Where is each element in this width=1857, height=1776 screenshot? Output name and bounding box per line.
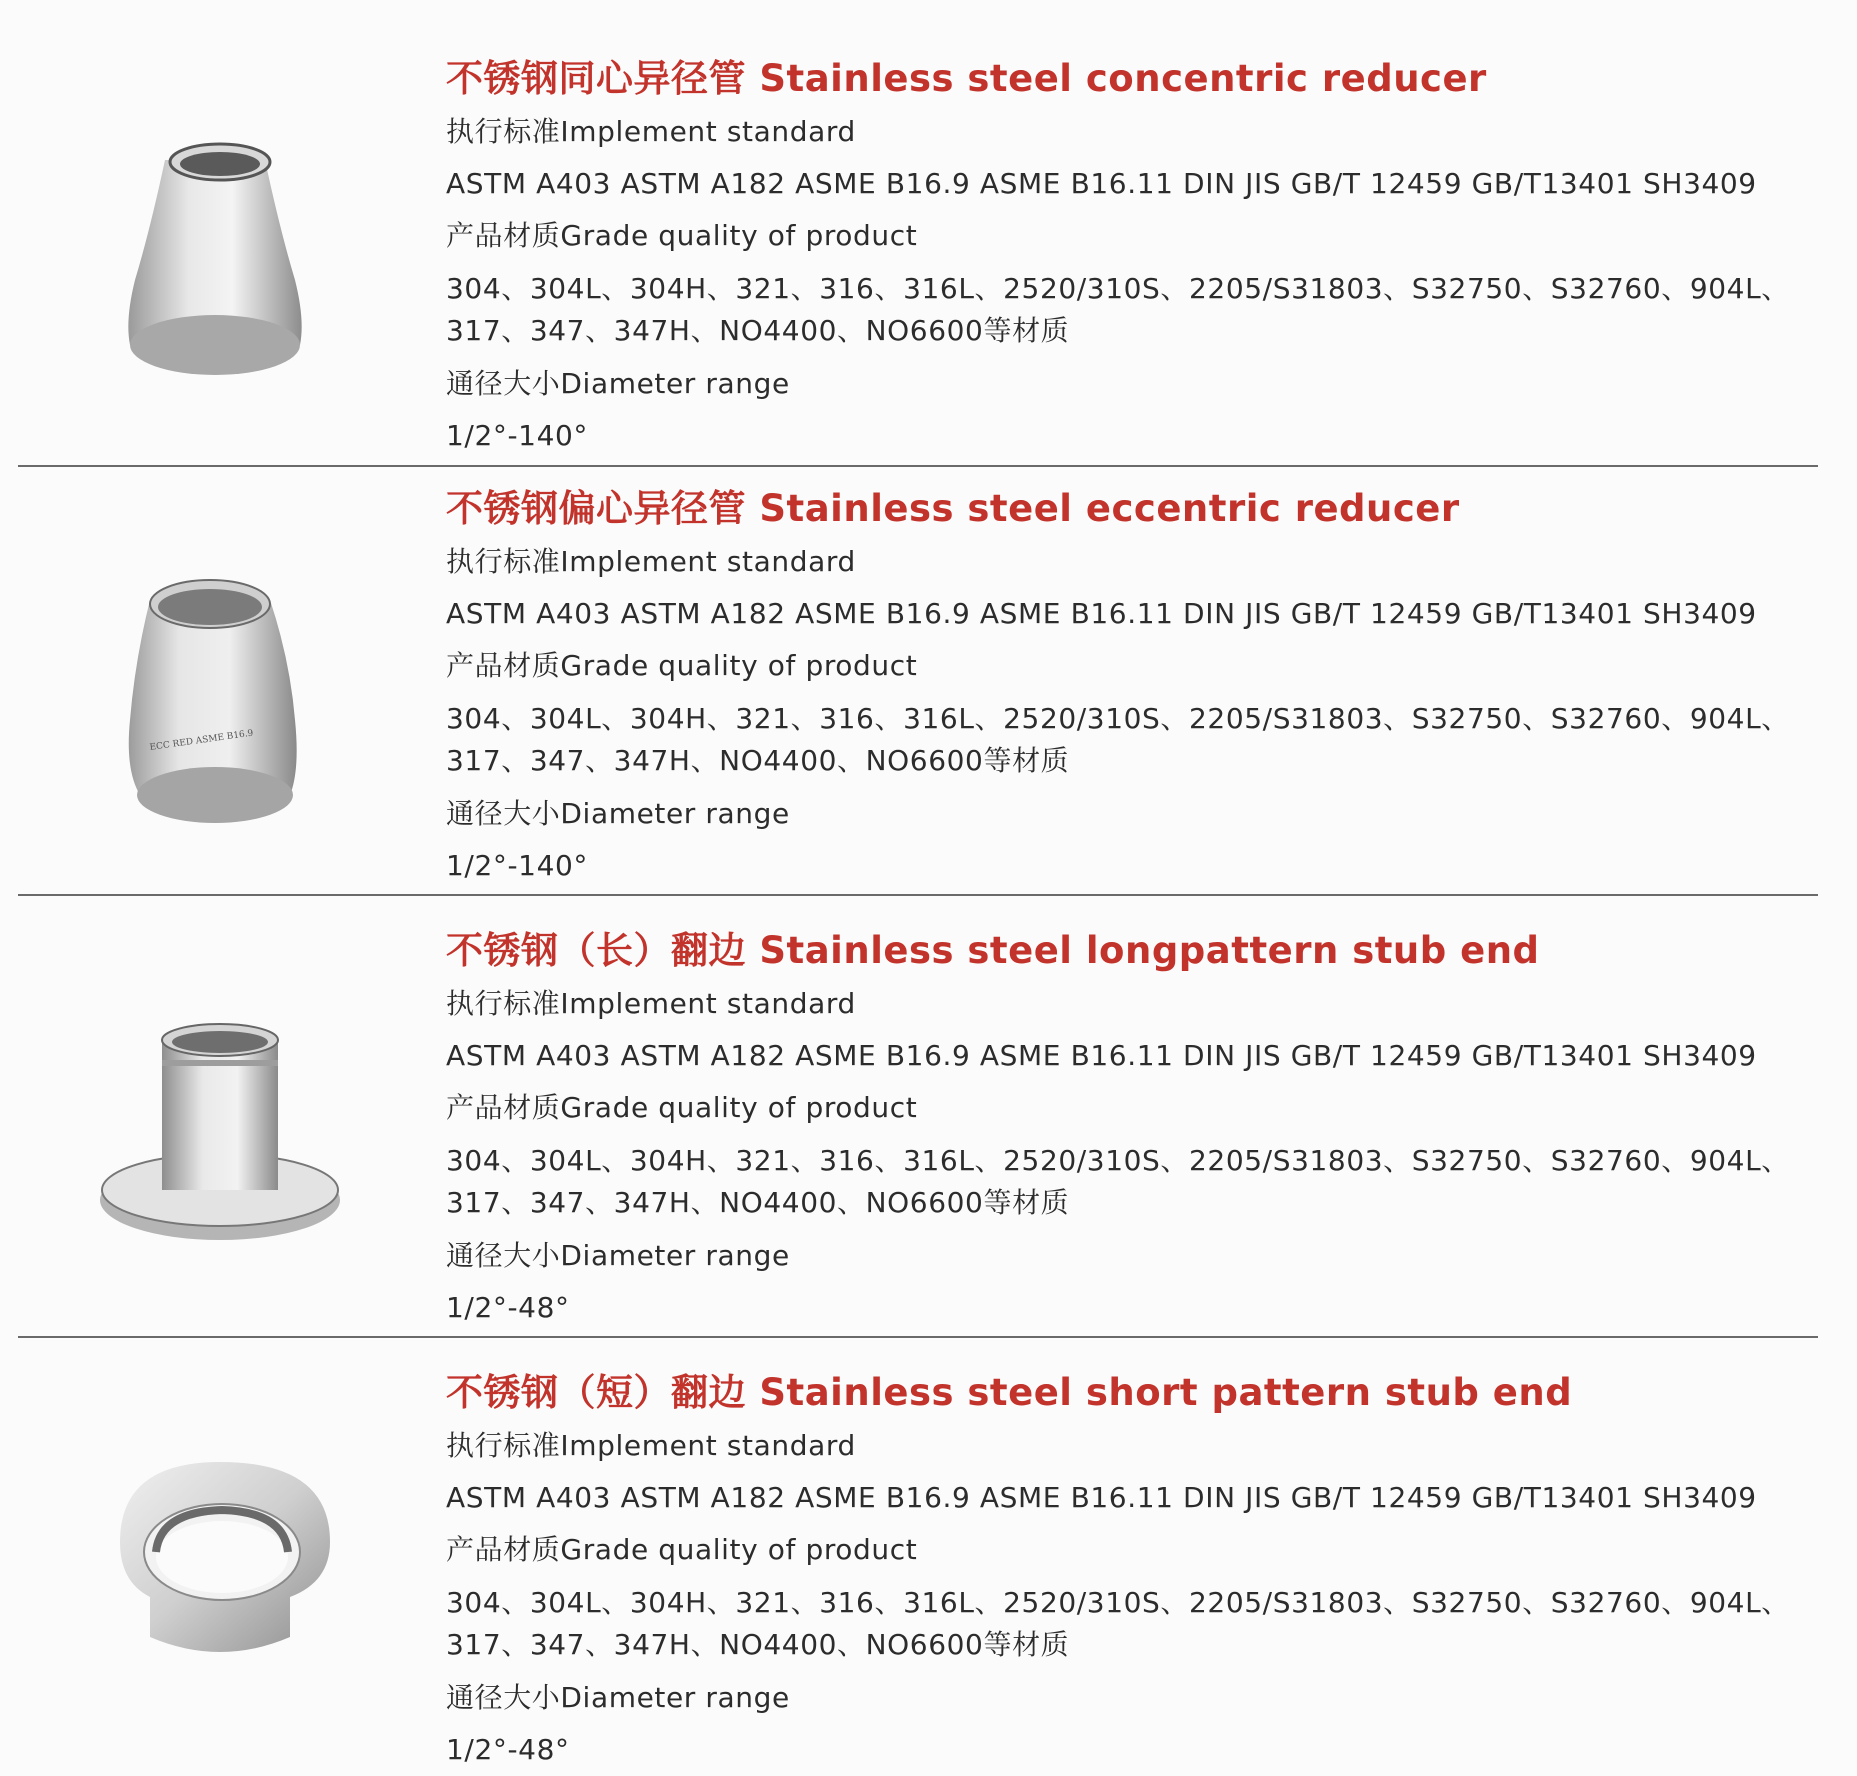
concentric-reducer-photo xyxy=(90,120,350,420)
materials-line-2: 317、347、347H、NO4400、NO6600等材质 xyxy=(446,314,1070,347)
materials-line-2: 317、347、347H、NO4400、NO6600等材质 xyxy=(446,1628,1070,1661)
long-stub-end-photo xyxy=(90,1010,350,1310)
standards-list: ASTM A403 ASTM A182 ASME B16.9 ASME B16.11 DIN JIS GB/T 12459 GB/T13401 SH3409 xyxy=(446,597,1757,630)
diameter-range: 1/2°-140° xyxy=(446,419,589,452)
product-title: 不锈钢（短）翻边 Stainless steel short pattern stub end xyxy=(446,1371,1573,1414)
diameter-range: 1/2°-140° xyxy=(446,849,589,882)
standards-list: ASTM A403 ASTM A182 ASME B16.9 ASME B16.11 DIN JIS GB/T 12459 GB/T13401 SH3409 xyxy=(446,1481,1757,1514)
standards-list: ASTM A403 ASTM A182 ASME B16.9 ASME B16.11 DIN JIS GB/T 12459 GB/T13401 SH3409 xyxy=(446,1039,1757,1072)
product-title: 不锈钢（长）翻边 Stainless steel longpattern stub end xyxy=(446,929,1540,972)
standard-label: 执行标准Implement standard xyxy=(446,1429,856,1462)
product-short-stub-end xyxy=(0,1312,1857,1766)
product-title: 不锈钢同心异径管 Stainless steel concentric reducer xyxy=(446,57,1487,100)
grade-label: 产品材质Grade quality of product xyxy=(446,1533,918,1566)
product-title: 不锈钢偏心异径管 Stainless steel eccentric reducer xyxy=(446,487,1460,530)
standards-list: ASTM A403 ASTM A182 ASME B16.9 ASME B16.11 DIN JIS GB/T 12459 GB/T13401 SH3409 xyxy=(446,167,1757,200)
grade-label: 产品材质Grade quality of product xyxy=(446,649,918,682)
diameter-range: 1/2°-48° xyxy=(446,1733,570,1766)
standard-label: 执行标准Implement standard xyxy=(446,545,856,578)
diameter-label: 通径大小Diameter range xyxy=(446,1239,790,1272)
standard-label: 执行标准Implement standard xyxy=(446,987,856,1020)
product-concentric-reducer xyxy=(0,0,1857,452)
materials-line-1: 304、304L、304H、321、316、316L、2520/310S、2205/S31803、S32750、S32760、904L、 xyxy=(446,702,1790,735)
product-eccentric-reducer xyxy=(0,430,1857,882)
materials-line-1: 304、304L、304H、321、316、316L、2520/310S、2205/S31803、S32750、S32760、904L、 xyxy=(446,1586,1790,1619)
diameter-label: 通径大小Diameter range xyxy=(446,1681,790,1714)
svg-text:ECC RED ASME B16.9: ECC RED ASME B16.9 xyxy=(149,728,254,753)
materials-line-2: 317、347、347H、NO4400、NO6600等材质 xyxy=(446,1186,1070,1219)
eccentric-reducer-photo xyxy=(90,570,350,870)
standard-label: 执行标准Implement standard xyxy=(446,115,856,148)
diameter-range: 1/2°-48° xyxy=(446,1291,570,1324)
diameter-label: 通径大小Diameter range xyxy=(446,797,790,830)
materials-line-1: 304、304L、304H、321、316、316L、2520/310S、2205/S31803、S32750、S32760、904L、 xyxy=(446,272,1790,305)
materials-line-2: 317、347、347H、NO4400、NO6600等材质 xyxy=(446,744,1070,777)
short-stub-end-photo xyxy=(90,1432,350,1732)
product-long-stub-end xyxy=(0,870,1857,1324)
materials-line-1: 304、304L、304H、321、316、316L、2520/310S、2205/S31803、S32750、S32760、904L、 xyxy=(446,1144,1790,1177)
grade-label: 产品材质Grade quality of product xyxy=(446,1091,918,1124)
diameter-label: 通径大小Diameter range xyxy=(446,367,790,400)
grade-label: 产品材质Grade quality of product xyxy=(446,219,918,252)
